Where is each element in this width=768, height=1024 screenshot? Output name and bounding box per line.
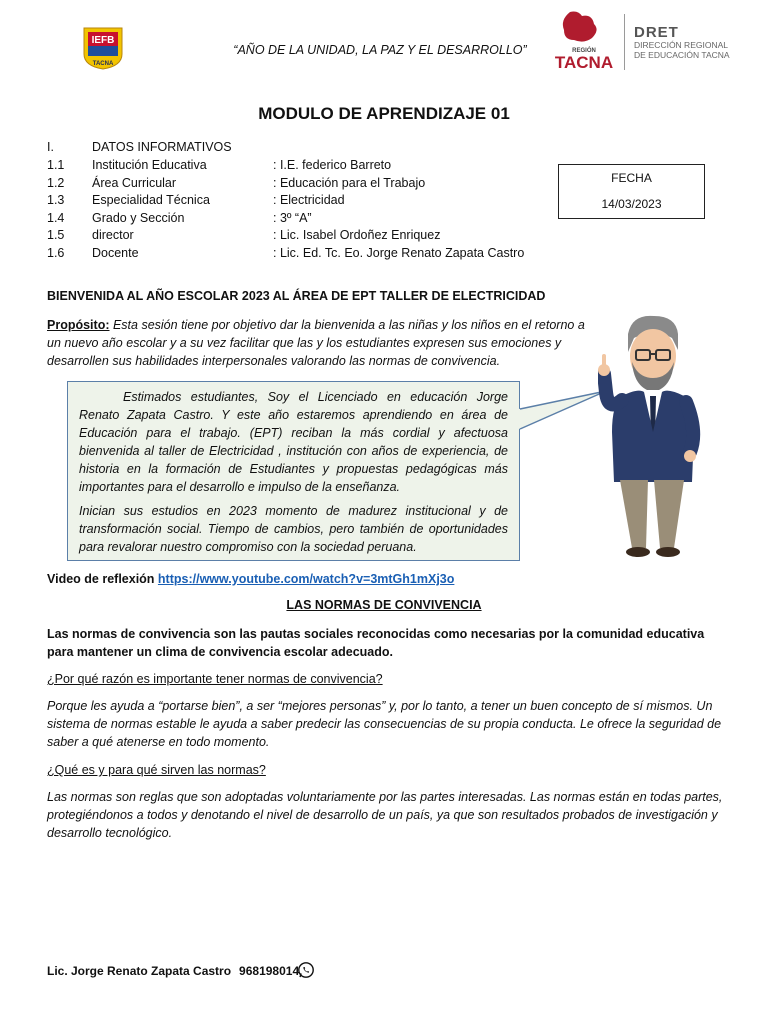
whatsapp-icon xyxy=(297,961,315,979)
footer-contact xyxy=(47,964,299,978)
speech-paragraph-2: Inician sus estudios en 2023 momento de madurez institucional y de transformación social. Tiempo de cambios, pero también de oportunidades para revalorar nuestro compromiso con la sociedad peruana. xyxy=(79,504,508,554)
date-value: 14/03/2023 xyxy=(601,197,662,211)
year-motto: “AÑO DE LA UNIDAD, LA PAZ Y EL DESARROLLO” xyxy=(233,43,527,57)
info-row-number: 1.6 xyxy=(47,246,65,260)
question-2: ¿Qué es y para qué sirven las normas? xyxy=(47,763,266,777)
date-label: FECHA xyxy=(611,171,652,185)
info-heading-number: I. xyxy=(47,140,54,154)
info-row-value: : 3º “A” xyxy=(273,211,312,225)
info-row-label: Grado y Sección xyxy=(92,211,185,225)
info-row-number: 1.3 xyxy=(47,193,65,207)
info-row-value: : Lic. Isabel Ordoñez Enriquez xyxy=(273,228,441,242)
dret-title: DRET xyxy=(634,24,679,41)
purpose-label: Propósito: xyxy=(47,318,110,332)
answer-1: Porque les ayuda a “portarse bien”, a ser “mejores personas” y, por lo tanto, a tener un buen concepto de sí mismos. Un sistema de normas estable le ayuda a saber predecir las consecuencias de su propia conducta. Le ofrece la seguridad de saber a qué atenerse en todo momento. xyxy=(47,699,722,749)
norms-definition: Las normas de convivencia son las pautas sociales reconocidas como necesarias por la comunidad educativa para mantener un clima de convivencia escolar adecuado. xyxy=(47,627,705,659)
info-row xyxy=(47,156,567,174)
info-heading xyxy=(47,138,567,156)
info-row-value: : Lic. Ed. Tc. Eo. Jorge Renato Zapata Castro xyxy=(273,246,525,260)
info-row xyxy=(47,209,567,227)
info-row-number: 1.4 xyxy=(47,211,65,225)
video-link[interactable]: https://www.youtube.com/watch?v=3mtGh1mXj3o xyxy=(157,572,455,586)
info-row xyxy=(47,244,567,262)
speech-bubble xyxy=(67,381,520,561)
info-row-label: Especialidad Técnica xyxy=(92,193,210,207)
info-row-label: director xyxy=(92,228,134,242)
dret-subtitle-line1: DIRECCIÓN REGIONAL xyxy=(634,40,728,50)
svg-text:IEFB: IEFB xyxy=(91,35,115,46)
info-row-number: 1.2 xyxy=(47,176,65,190)
purpose-paragraph xyxy=(47,316,592,370)
info-row-label: Institución Educativa xyxy=(92,158,207,172)
header-divider xyxy=(624,14,625,70)
info-row xyxy=(47,226,567,244)
info-row-value: : Educación para el Trabajo xyxy=(273,176,426,190)
region-label: REGIÓN xyxy=(572,48,596,54)
dret-subtitle-line2: DE EDUCACIÓN TACNA xyxy=(634,50,730,60)
video-label: Video de reflexión xyxy=(47,572,158,586)
info-row-value: : I.E. federico Barreto xyxy=(273,158,392,172)
info-row-label: Docente xyxy=(92,246,139,260)
region-tacna-logo xyxy=(548,10,628,72)
info-row-number: 1.5 xyxy=(47,228,65,242)
info-row xyxy=(47,174,567,192)
svg-text:TACNA: TACNA xyxy=(92,61,114,67)
teacher-illustration xyxy=(598,312,704,562)
page-title: MODULO DE APRENDIZAJE 01 xyxy=(258,104,510,123)
footer-name: Lic. Jorge Renato Zapata Castro xyxy=(47,964,232,978)
question-1: ¿Por qué razón es importante tener normas de convivencia? xyxy=(47,672,383,686)
info-row-label: Área Curricular xyxy=(92,176,177,190)
info-heading-label: DATOS INFORMATIVOS xyxy=(92,140,232,154)
answer-2: Las normas son reglas que son adoptadas voluntariamente por las partes interesadas. Las normas están en todas partes, protegiéndonos a todos y denotando el nivel de desarrollo de un país, ya que son resultados probados de investigación y desarrollo tecnológico. xyxy=(47,790,723,840)
date-box xyxy=(558,164,705,219)
info-row xyxy=(47,191,567,209)
info-row-number: 1.1 xyxy=(47,158,65,172)
norms-heading: LAS NORMAS DE CONVIVENCIA xyxy=(286,598,482,612)
info-row-value: : Electricidad xyxy=(273,193,345,207)
purpose-text: Esta sesión tiene por objetivo dar la bienvenida a las niñas y los niños en el retorno a un nuevo año escolar y a su vez facilitar que las y los estudiantes expresen sus emociones y desarrollen sus habilidades interpersonales valorando las normas de convivencia. xyxy=(47,318,585,368)
welcome-heading: BIENVENIDA AL AÑO ESCOLAR 2023 AL ÁREA DE EPT TALLER DE ELECTRICIDAD xyxy=(47,289,546,303)
footer-phone: 968198014 xyxy=(239,964,300,978)
school-logo xyxy=(80,26,126,70)
video-reference xyxy=(47,570,454,588)
speech-paragraph-1: Estimados estudiantes, Soy el Licenciado en educación Jorge Renato Zapata Castro. Y este año estaremos aprendiendo en área de Educación para el trabajo. (EPT) reciban la más cordial y afectuosa bienvenida al taller de Electricidad , institución con años de experiencia, de historia en la formación de Estudiantes y propuestas pedagógicas más importantes para el desarrollo e impulso de la enseñanza. xyxy=(79,390,508,494)
region-name: TACNA xyxy=(554,53,614,72)
